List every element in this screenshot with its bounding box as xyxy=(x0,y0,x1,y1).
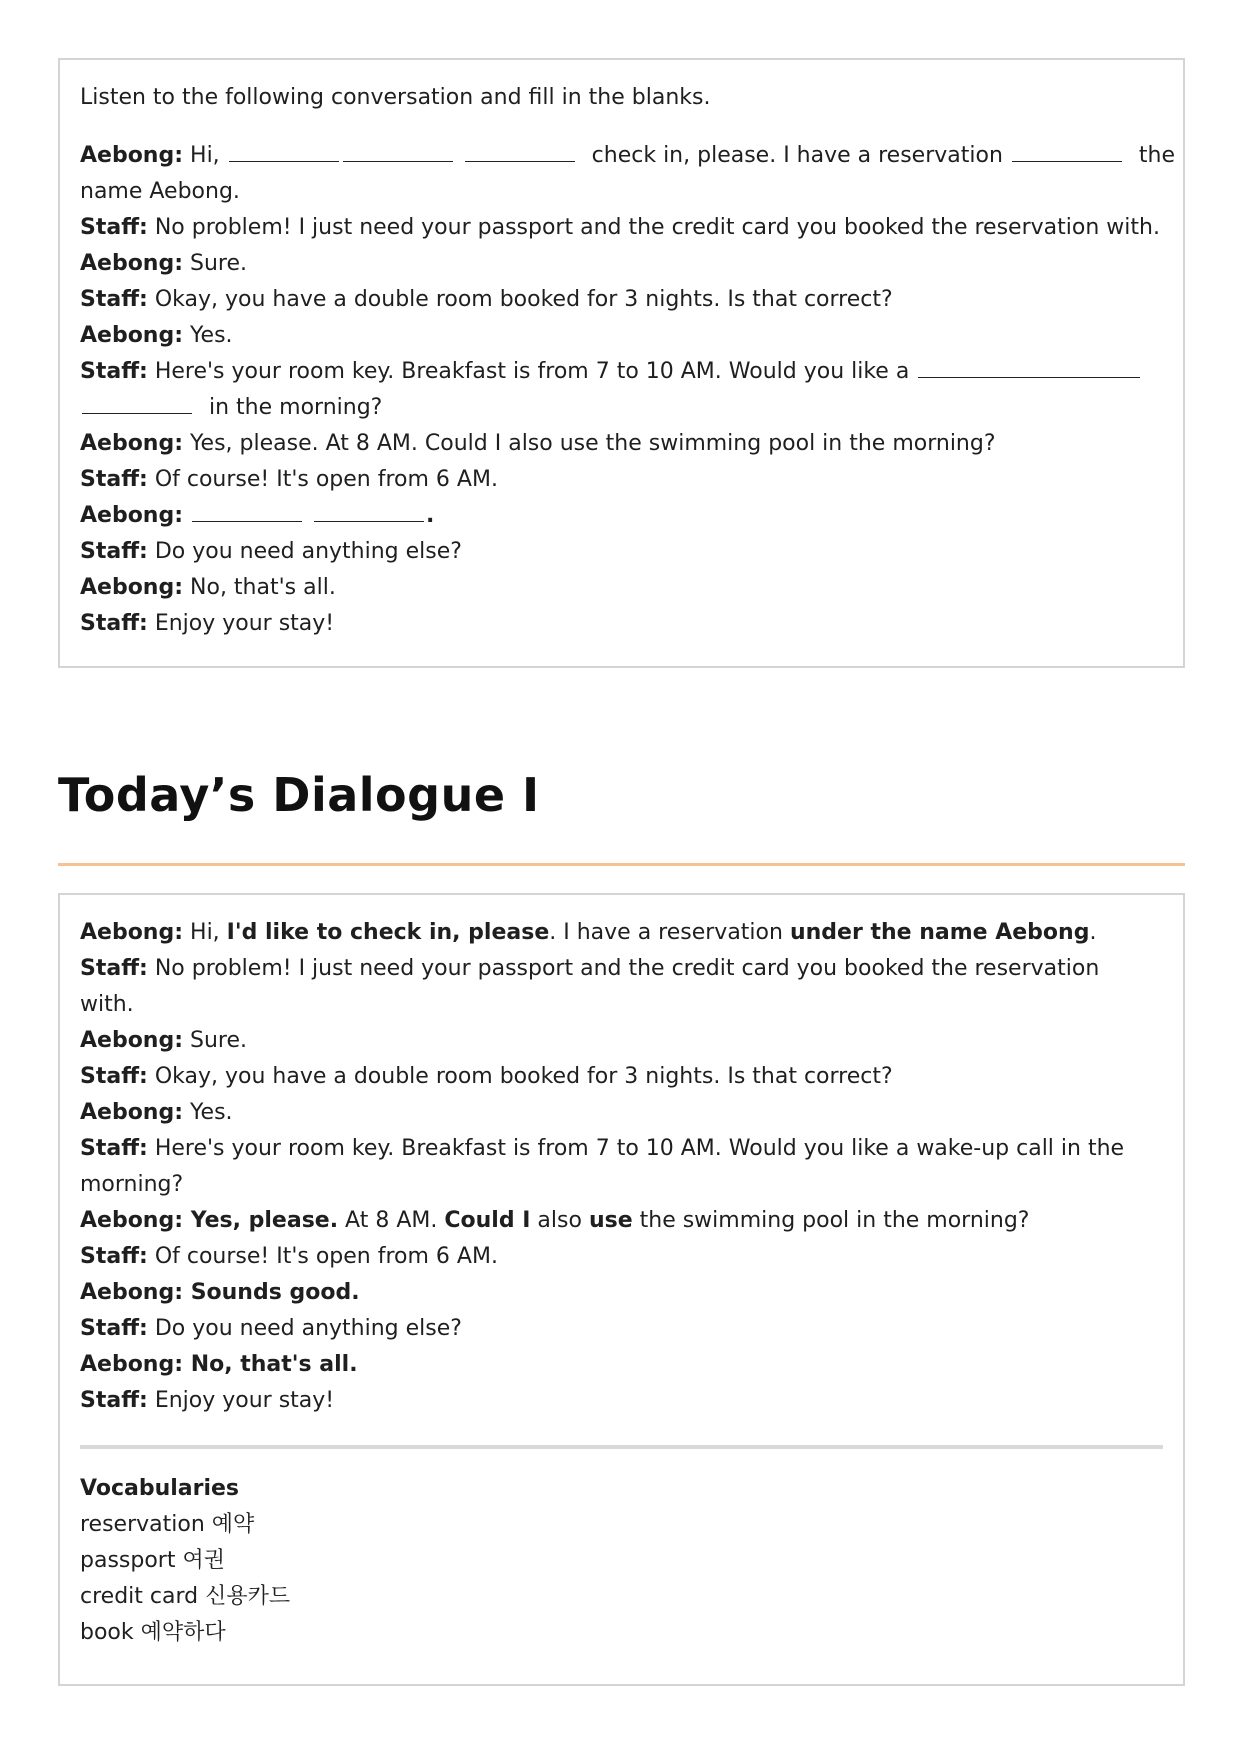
exercise-line: in the morning? xyxy=(80,390,1163,426)
speaker-label: Staff: xyxy=(80,467,148,492)
dialogue-line: Aebong: No, that's all. xyxy=(80,1352,358,1377)
speaker-label: Aebong: xyxy=(80,1100,184,1125)
exercise-line: Staff: No problem! I just need your passport and the credit card you booked the reservation with. xyxy=(80,215,1160,240)
vocab-title: Vocabularies xyxy=(80,1476,240,1501)
dialogue-line: Staff: Do you need anything else? xyxy=(80,1316,462,1341)
speaker-label: Aebong: xyxy=(80,920,184,945)
answer-blank[interactable] xyxy=(192,501,302,522)
speaker-label: Staff: xyxy=(80,359,148,384)
vocab-item: reservation 예약 xyxy=(80,1512,255,1537)
speaker-label: Staff: xyxy=(80,1136,148,1161)
answer-blank[interactable] xyxy=(918,357,1140,378)
speaker-label: Staff: xyxy=(80,215,148,240)
answer-blank[interactable] xyxy=(465,141,575,162)
speaker-label: Staff: xyxy=(80,956,148,981)
dialogue-line: Aebong: Yes. xyxy=(80,1100,233,1125)
dialogue-line: Staff: Of course! It's open from 6 AM. xyxy=(80,1244,498,1269)
dialogue-line: with. xyxy=(80,992,134,1017)
speaker-label: Staff: xyxy=(80,539,148,564)
exercise-line: Staff: Here's your room key. Breakfast is from 7 to 10 AM. Would you like a xyxy=(80,354,1163,390)
dialogue-line: Staff: Enjoy your stay! xyxy=(80,1388,335,1413)
exercise-line: Aebong: Yes. xyxy=(80,323,233,348)
speaker-label: Staff: xyxy=(80,1388,148,1413)
speaker-label: Aebong: xyxy=(80,1280,184,1305)
dialogue-line: Staff: Here's your room key. Breakfast is from 7 to 10 AM. Would you like a wake-up call in the xyxy=(80,1136,1125,1161)
speaker-label: Aebong: xyxy=(80,503,184,528)
speaker-label: Aebong: xyxy=(80,323,184,348)
exercise-line: Aebong: . xyxy=(80,503,435,528)
speaker-label: Staff: xyxy=(80,611,148,636)
speaker-label: Aebong: xyxy=(80,575,184,600)
vocab-item: book 예약하다 xyxy=(80,1620,226,1645)
speaker-label: Aebong: xyxy=(80,1208,184,1233)
speaker-label: Aebong: xyxy=(80,251,184,276)
answer-blank[interactable] xyxy=(314,501,424,522)
heading-underline xyxy=(58,863,1185,866)
dialogue-line: Aebong: Sounds good. xyxy=(80,1280,360,1305)
vocab-item: passport 여권 xyxy=(80,1548,225,1573)
answer-blank[interactable] xyxy=(343,141,453,162)
vocab-item: credit card 신용카드 xyxy=(80,1584,291,1609)
speaker-label: Staff: xyxy=(80,1316,148,1341)
speaker-label: Aebong: xyxy=(80,431,184,456)
dialogue-line: Aebong: Hi, I'd like to check in, please. I have a reservation under the name Aebong. xyxy=(80,920,1097,945)
exercise-line: Staff: Okay, you have a double room booked for 3 nights. Is that correct? xyxy=(80,287,893,312)
answer-blank[interactable] xyxy=(82,393,192,414)
section-heading: Today’s Dialogue I xyxy=(58,768,540,822)
answer-blank[interactable] xyxy=(1012,141,1122,162)
exercise-line: Aebong: Hi, check in, please. I have a reservation the xyxy=(80,143,1175,168)
exercise-line: Staff: Of course! It's open from 6 AM. xyxy=(80,467,498,492)
speaker-label: Aebong: xyxy=(80,1028,184,1053)
exercise-line: Staff: Do you need anything else? xyxy=(80,539,462,564)
dialogue-line: Staff: No problem! I just need your passport and the credit card you booked the reservation xyxy=(80,956,1100,981)
exercise-line: Aebong: Sure. xyxy=(80,251,248,276)
exercise-line: Aebong: Yes, please. At 8 AM. Could I also use the swimming pool in the morning? xyxy=(80,431,996,456)
dialogue-line: Staff: Okay, you have a double room booked for 3 nights. Is that correct? xyxy=(80,1064,893,1089)
speaker-label: Staff: xyxy=(80,1064,148,1089)
dialogue-box xyxy=(58,893,1185,1686)
speaker-label: Staff: xyxy=(80,287,148,312)
answer-blank[interactable] xyxy=(229,141,339,162)
dialogue-line: Aebong: Yes, please. At 8 AM. Could I also use the swimming pool in the morning? xyxy=(80,1208,1030,1233)
exercise-line: name Aebong. xyxy=(80,179,240,204)
dialogue-line: Aebong: Sure. xyxy=(80,1028,248,1053)
fill-in-blanks-exercise xyxy=(58,58,1185,668)
speaker-label: Staff: xyxy=(80,1244,148,1269)
speaker-label: Aebong: xyxy=(80,1352,184,1377)
exercise-instruction: Listen to the following conversation and fill in the blanks. xyxy=(80,85,711,110)
speaker-label: Aebong: xyxy=(80,143,184,168)
exercise-line: Aebong: No, that's all. xyxy=(80,575,336,600)
exercise-line: Staff: Enjoy your stay! xyxy=(80,611,335,636)
section-divider xyxy=(80,1445,1163,1449)
dialogue-line: morning? xyxy=(80,1172,184,1197)
